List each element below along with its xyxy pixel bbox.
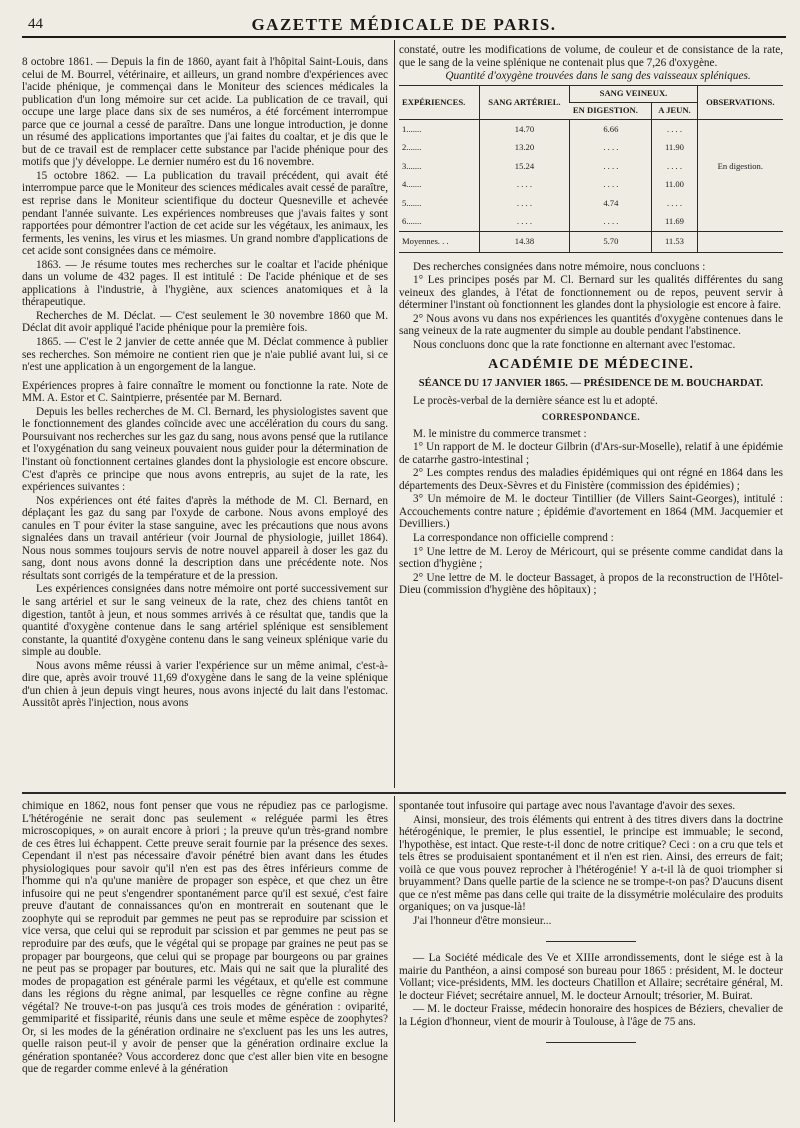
table-row: [399, 157, 783, 176]
table-row: [399, 212, 783, 231]
bottom-left-column: [22, 800, 388, 1122]
paragraph: Les expériences consignées dans notre mémoire ont porté successivement sur le sang artériel et sur le sang veineux de la rate, chez des chiens tantôt en digestion, tantôt à jeun, et nous sommes arrivés à ce résultat que, tandis que la quantité d'oxygène contenue dans le sang artériel splénique est sensiblement constante, la quantité d'oxygène contenu dans le sang veineux splénique varie du simple au double.: [22, 583, 388, 659]
paragraph: Recherches de M. Déclat. — C'est seulement le 30 novembre 1860 que M. Déclat dit avoir appliqué l'acide phénique pour la première fois.: [22, 309, 388, 335]
paragraph: 1° Un rapport de M. le docteur Gilbrin (d'Ars-sur-Moselle), relatif à une épidémie de catarrhe gastro-intestinal ;: [399, 441, 783, 466]
paragraph: 2° Les comptes rendus des maladies épidémiques qui ont régné en 1864 dans les départements des Deux-Sèvres et du Finistère (commission des épidémies) ;: [399, 467, 783, 492]
cell: [697, 175, 783, 194]
cell: 14.70: [479, 119, 570, 138]
paragraph: J'ai l'honneur d'être monsieur...: [413, 914, 552, 927]
paragraph: 1° Les principes posés par M. Cl. Bernard sur les qualités différentes du sang veineux des glandes, à l'état de fonctionnement ou de repos, peuvent servir à déterminer l'instant où fonctionnent les glandes dont la physiologie est encore à faire.: [399, 274, 783, 312]
horizontal-divider: [22, 792, 786, 794]
column-divider: [394, 796, 395, 1122]
cell: 3.......: [402, 160, 422, 171]
cell: [697, 194, 783, 213]
cell: 11.53: [652, 231, 697, 252]
column-divider: [394, 40, 395, 788]
cell: . . . .: [570, 157, 652, 176]
col-header-venous: SANG VEINEUX.: [570, 85, 697, 102]
table-row: [399, 175, 783, 194]
cell: 11.69: [652, 212, 697, 231]
cell: . . . .: [652, 194, 697, 213]
correspondance-heading: CORRESPONDANCE.: [541, 412, 641, 423]
journal-title: GAZETTE MÉDICALE DE PARIS.: [251, 15, 557, 34]
paragraph: Le procès-verbal de la dernière séance est lu et adopté.: [413, 394, 658, 407]
cell: . . . .: [570, 212, 652, 231]
page-header: [22, 14, 786, 38]
cell: 2.......: [402, 142, 422, 153]
page-number: 44: [28, 16, 43, 32]
cell: . . . .: [652, 119, 697, 138]
paragraph: 1° Une lettre de M. Leroy de Méricourt, qui se présente comme candidat dans la section d'hygiène ;: [399, 545, 783, 571]
top-right-column: [399, 44, 783, 784]
paragraph: — M. le docteur Fraisse, médecin honoraire des hospices de Béziers, chevalier de la Légion d'honneur, vient de mourir à Toulouse, à l'âge de 75 ans.: [399, 1003, 783, 1028]
cell: . . . .: [479, 175, 570, 194]
cell: [697, 212, 783, 231]
paragraph: 2° Nous avons vu dans nos expériences les quantités d'oxygène contenues dans le sang veineux de la rate augmenter du simple au double pendant l'abstinence.: [399, 312, 783, 338]
paragraph: Nos expériences ont été faites d'après la méthode de M. Cl. Bernard, en déplaçant les gaz du sang par l'oxyde de carbone. Nous avons employé des canules en T pour éviter la stase sanguine, avec les précautions que nous avons signalées dans un travail antérieur (voir Journal de physiologie, juillet 1864). Nous nous sommes toujours servis de notre nouvel appareil à doser les gaz du sang, dont nous avons donné la description dans une précédente note. Nos résultats sont corrigés de la température et de la pression.: [22, 494, 388, 582]
paragraph: 3° Un mémoire de M. le docteur Tintillier (de Villers Saint-Georges), intitulé : Accouchements contre nature ; épidémie d'avortement en 1864 (MM. Jacquemier et Devilliers.): [399, 493, 783, 531]
cell: En digestion.: [697, 157, 783, 176]
cell: 6.......: [402, 216, 422, 227]
paragraph: 1863. — Je résume toutes mes recherches sur le coaltar et l'acide phénique dans un volume de 432 pages. Il est intitulé : De l'acide phénique et de ses applications à l'industrie, à l'hygiène, aux sciences anatomiques et à la thérapeutique.: [22, 258, 388, 309]
paragraph: 15 octobre 1862. — La publication du travail précédent, qui avait été interrompue parce que le Moniteur des sciences médicales avait cessé de paraître, est reprise dans le Moniteur scientifique du docteur Quesneville et achevée pendant l'année suivante. Les expériences nombreuses que j'avais faites y sont rapportées pour démontrer l'action de cet acide sur les végétaux, les animaux, les ferments, les venins, les virus et les miasmes. Un grand nombre d'applications de cet acide sont consignées dans ce mémoire.: [22, 169, 388, 258]
oxygen-table: [399, 85, 783, 253]
cell: 4.74: [570, 194, 652, 213]
cell: 1.......: [402, 123, 422, 134]
paragraph: M. le ministre du commerce transmet :: [413, 427, 587, 440]
cell: . . . .: [479, 212, 570, 231]
cell: 5.70: [570, 231, 652, 252]
table-caption: Quantité d'oxygène trouvées dans le sang des vaisseaux spléniques.: [445, 70, 751, 83]
table-row: [399, 119, 783, 138]
cell: 6.66: [570, 119, 652, 138]
session-heading: SÉANCE DU 17 JANVIER 1865. — PRÉSIDENCE DE M. BOUCHARDAT.: [418, 378, 764, 390]
paragraph: — La Société médicale des Ve et XIIIe arrondissements, dont le siége est à la mairie du Panthéon, a ainsi composé son bureau pour 1865 : président, M. le docteur Vollant; vice-présidents, MM. les docteurs Chatillon et Allaire; secrétaire général, M. le docteur Fiévet; secrétaire annuel, M. le docteur Arnoult; trésorier, M. Buirat.: [399, 952, 783, 1002]
paragraph: La correspondance non officielle comprend :: [413, 532, 614, 545]
paragraph: 8 octobre 1861. — Depuis la fin de 1860, ayant fait à l'hôpital Saint-Louis, dans celui de M. Bourrel, vétérinaire, et ailleurs, un grand nombre d'expériences avec l'acide phénique, je commençai dans le Moniteur des sciences médicales la publication d'un long mémoire sur cet acide. La publication de ce travail, qui occupe une large place dans six de ses numéros, a été forcément interrompue parce que ce journal a cessé de paraître. Dans une longue introduction, je donne un résumé des applications importantes que j'ai faites du coaltar, et je dis que le but de ce travail est de remplacer cette substance par l'acide phénique pour des motifs que j'y développe. Le dernier numéro est du 16 novembre.: [22, 56, 388, 169]
section-title: ACADÉMIE DE MÉDECINE.: [488, 357, 694, 373]
paragraph: Depuis les belles recherches de M. Cl. Bernard, les physiologistes savent que le fonctionnement des glandes coïncide avec une accélération du cours du sang. Poursuivant nos recherches sur les gaz du sang, nous avons pensé que la rutilance et l'oxygénation du sang veineux pouvaient nous guider pour la détermination de l'instant où fonctionnent certaines glandes dont la physiologie est encore obscure. C'est d'après ce principe que nous avons entrepris, au sujet de la rate, les expériences suivantes :: [22, 405, 388, 494]
cell: 13.20: [479, 138, 570, 157]
top-left-column: [22, 56, 388, 784]
cell: 14.38: [479, 231, 570, 252]
col-header-jeun: A JEUN.: [652, 102, 697, 119]
table-row: [399, 194, 783, 213]
cell: 15.24: [479, 157, 570, 176]
cell: [697, 138, 783, 157]
paragraph: Nous avons même réussi à varier l'expérience sur un même animal, c'est-à-dire que, après avoir trouvé 11,69 d'oxygène dans le sang de la veine splénique d'un chien à jeun depuis vingt heures, nous avons injecté du lait dans l'estomac. Aussitôt après l'injection, nous avons: [22, 659, 388, 710]
col-header-digestion: EN DIGESTION.: [570, 102, 652, 119]
paragraph: spontanée tout infusoire qui partage avec nous l'avantage d'avoir des sexes.: [399, 800, 736, 812]
table-row: [399, 138, 783, 157]
cell: . . . .: [570, 138, 652, 157]
cell: 4.......: [402, 179, 422, 190]
paragraph: 2° Une lettre de M. le docteur Bassaget, à propos de la reconstruction de l'Hôtel-Dieu (commission d'hygiène des hôpitaux) ;: [399, 571, 783, 597]
col-header-arterial: SANG ARTÉRIEL.: [479, 85, 570, 119]
paragraph: chimique en 1862, nous font penser que vous ne répudiez pas ce parlogisme. L'hétérogénie ne serait donc pas seulement « reléguée parmi les êtres microscopiques, » on aurait encore à priori ; la preuve qu'un très-grand nombre de ces êtres lui échappent. Cette preuve serait fournie par la présence des sexes. Cependant il n'est pas nécessaire d'avoir pénétré bien avant dans les études physiologiques pour savoir qu'il n'en est pas des êtres inférieurs comme de l'homme qui n'a qu'une manière de propager son espèce, et que chez un être infusoire qui ne peut s'engendrer spontanément parce qu'il est sexué, c'est faire preuve d'autant de connaissances qu'on en montrerait en soutenant que le zoophyte qui se reproduit par gemmes ne peut pas se reproduire par scission et vice versa, que celui qui se reproduit par scission et par gemmes ne peut pas se reproduire par des œufs, que le végétal qui se propage par graines ne peut pas se propager par bourgeons, que celui qui se propage par bourgeons ou par graines ne peut pas se propager par boutures, etc. Mais qui ne sait que la pluralité des modes de propagation est générale parmi les végétaux, et qu'elle est commune dans les régions du règne animal, par lesquelles ce règne confine au règne végétal? Ne trouve-t-on pas jusqu'à ces trois modes de génération : oviparité, gemmiparité et fissiparité, réunis dans une seule et même espèce de zoophytes? Or, si les modes de la génération ordinaire ne s'excluent pas les uns les autres, quelle raison peut-il y avoir de penser que la génération ordinaire exclue la génération spontanée? Vous accorderez donc que c'est aller bien vite en besogne que de regarder comme enlevé à la génération: [22, 800, 388, 1076]
paragraph: Nous concluons donc que la rate fonctionne en alternant avec l'estomac.: [413, 338, 736, 351]
cell: [697, 231, 783, 252]
cell: 11.00: [652, 175, 697, 194]
col-header-observations: OBSERVATIONS.: [697, 85, 783, 119]
paragraph: Des recherches consignées dans notre mémoire, nous concluons :: [413, 260, 706, 273]
col-header-experiences: EXPÉRIENCES.: [399, 85, 479, 119]
cell: . . . .: [570, 175, 652, 194]
paragraph: Ainsi, monsieur, des trois éléments qui entrent à des titres divers dans la doctrine hétérogénique, le premier, le plus essentiel, le principe est immuable; le second, l'hypothèse, est intact. Que reste-t-il donc de notre critique? Ceci : on a cru que tels et tels êtres se produisaient spontanément et il n'en est rien. Ainsi, des erreurs de fait; voilà ce que vous pouvez reprocher à l'hétérogénie! Y a-t-il là de quoi triompher si bruyamment? Dans quelle partie de la science ne se trompe-t-on pas? D'aucuns disent que ce n'est même pas dans celle qui traite de la dissymétrie moléculaire des produits organiques; on va jusque-là!: [399, 813, 783, 914]
article-heading: Expériences propres à faire connaître le moment ou fonctionne la rate. Note de MM. A. Estor et C. Saintpierre, présentée par M. Bernard.: [22, 379, 388, 405]
paragraph: 1865. — C'est le 2 janvier de cette année que M. Déclat commence à publier ses recherches. Son mémoire ne contient rien que je n'aie publié avant lui, si ce n'est une application à un engorgement de la langue.: [22, 336, 388, 374]
averages-row: [399, 231, 783, 252]
cell: . . . .: [652, 157, 697, 176]
cell: [697, 119, 783, 138]
paragraph: constaté, outre les modifications de volume, de couleur et de consistance de la rate, que le sang de la veine splénique ne contenait plus que 7,26 d'oxygène.: [399, 44, 783, 69]
closing-rule: [399, 1034, 783, 1047]
bottom-right-column: [399, 800, 783, 1122]
cell: Moyennes. . .: [399, 231, 479, 252]
cell: 5.......: [402, 197, 422, 208]
cell: . . . .: [479, 194, 570, 213]
cell: 11.90: [652, 138, 697, 157]
section-separator: [399, 933, 783, 946]
